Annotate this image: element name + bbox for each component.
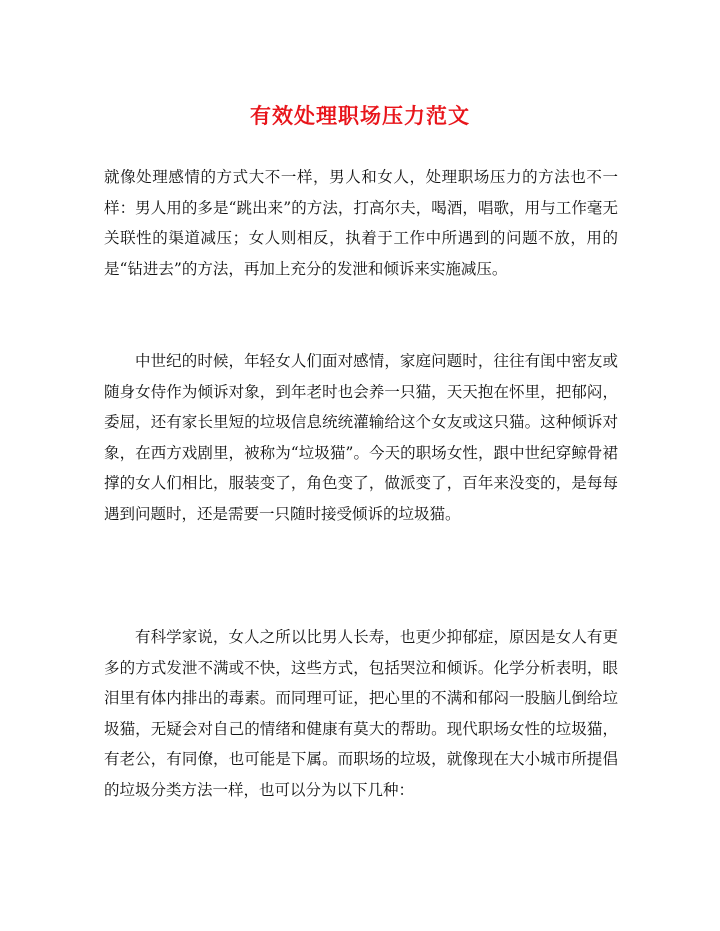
paragraph-3: 有科学家说，女人之所以比男人长寿，也更少抑郁症，原因是女人有更多的方式发泄不满或不快，这些方式，包括哭泣和倾诉。化学分析表明，眼泪里有体内排出的毒素。而同理可证，把心里的不满和郁闷一股脑儿倒给垃圾猫，无疑会对自己的情绪和健康有莫大的帮助。现代职场女性的垃圾猫，有老公，有同僚，也可能是下属。而职场的垃圾，就像现在大小城市所提倡的垃圾分类方法一样，也可以分为以下几种：	[104, 628, 618, 799]
document-title: 有效处理职场压力范文	[250, 103, 470, 128]
paragraph-2: 中世纪的时候，年轻女人们面对感情，家庭问题时，往往有闺中密友或随身女侍作为倾诉对象，到年老时也会养一只猫，天天抱在怀里，把郁闷，委屈，还有家长里短的垃圾信息统统灌输给这个女友或这只猫。这种倾诉对象，在西方戏剧里，被称为“垃圾猫”。今天的职场女性，跟中世纪穿鲸骨裙撑的女人们相比，服装变了，角色变了，做派变了，百年来没变的，是每每遇到问题时，还是需要一只随时接受倾诉的垃圾猫。	[104, 352, 618, 523]
paragraph-1: 就像处理感情的方式大不一样，男人和女人，处理职场压力的方法也不一样：男人用的多是“跳出来”的方法，打高尔夫，喝酒，唱歌，用与工作毫无关联性的渠道减压；女人则相反，执着于工作中所遇到的问题不放，用的是“钻进去”的方法，再加上充分的发泄和倾诉来实施减压。	[104, 168, 618, 278]
